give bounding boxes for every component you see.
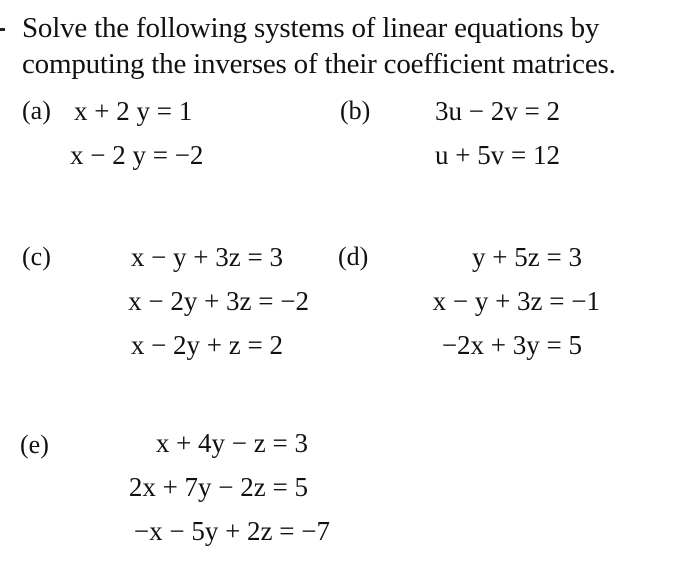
system-e-eq-1: x + 4y − z = 3	[155, 428, 308, 458]
system-b-eq-1: 3u − 2v = 2	[435, 96, 560, 126]
system-c-eq-3: x − 2y + z = 2	[130, 330, 283, 360]
problem-bullet-mark	[0, 28, 5, 31]
system-b-label: (b)	[340, 96, 371, 125]
system-b-eq-2: u + 5v = 12	[435, 140, 560, 170]
system-e-eq-3: −x − 5y + 2z = −7	[133, 516, 330, 546]
system-d	[380, 235, 600, 367]
system-a	[70, 89, 270, 177]
system-e-eq-2: 2x + 7y − 2z = 5	[128, 472, 308, 502]
system-d-eq-1: y + 5z = 3	[472, 242, 582, 272]
system-d-label: (d)	[338, 242, 369, 271]
intro-line-2: computing the inverses of their coefficient matrices.	[22, 48, 616, 80]
system-e	[60, 421, 330, 553]
system-a-eq-1: x + 2 y = 1	[74, 96, 193, 126]
system-c-eq-1: x − y + 3z = 3	[130, 242, 283, 272]
problem-statement	[22, 10, 616, 82]
system-a-eq-2: x − 2 y = −2	[70, 140, 204, 170]
intro-line-1: Solve the following systems of linear equations by	[22, 12, 600, 44]
system-d-eq-2: x − y + 3z = −1	[432, 286, 600, 316]
system-e-label: (e)	[20, 430, 49, 459]
system-b	[390, 89, 560, 177]
system-c-eq-2: x − 2y + 3z = −2	[128, 286, 309, 316]
system-c-label: (c)	[22, 242, 51, 271]
system-d-eq-3: −2x + 3y = 5	[441, 330, 582, 360]
system-c	[64, 235, 309, 367]
system-a-label: (a)	[22, 96, 51, 125]
